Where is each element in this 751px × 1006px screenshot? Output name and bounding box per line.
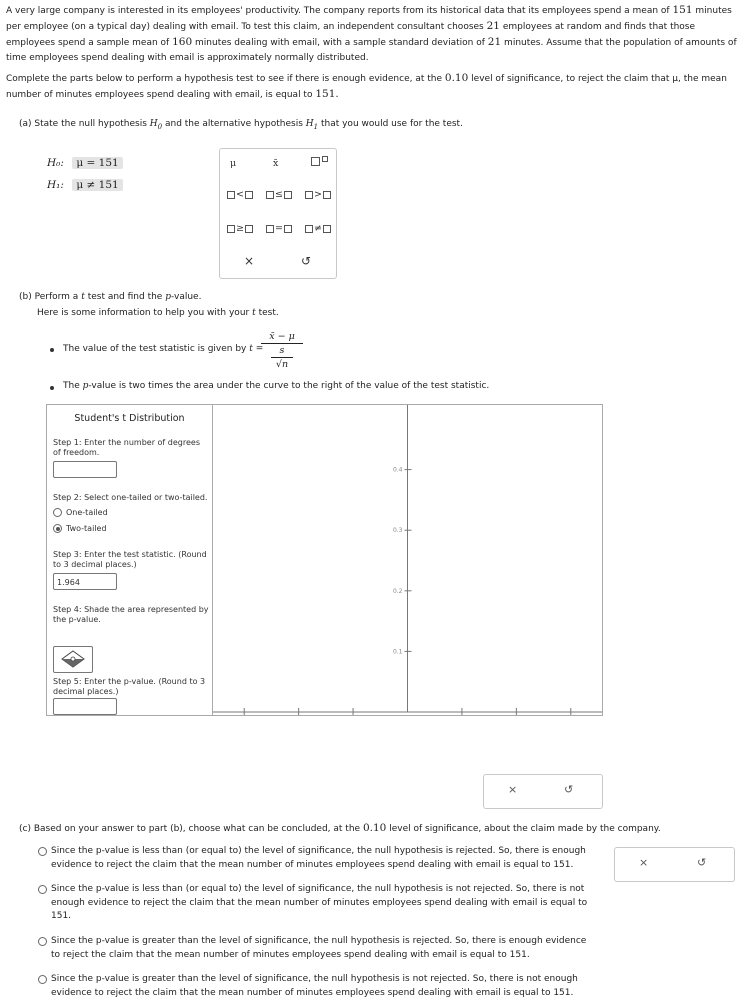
bullet-dot: [50, 348, 54, 352]
h0-symbol: $H_0$: [149, 119, 163, 131]
problem-line: A very large company is interested in its employees' productivity. The company reports from its historical data that its employees spend a mean of: [6, 6, 670, 16]
h0-label: H₀:: [47, 157, 64, 169]
option-text: enough evidence to reject the claim that the mean number of minutes employees spend dealing with email is equal to: [51, 897, 588, 908]
t-distribution-plot[interactable]: [213, 405, 602, 715]
radio-circle[interactable]: [38, 975, 47, 984]
option-text: Since the p-value is greater than the level of significance, the null hypothesis is rejected. So, there is enough evidence: [51, 936, 587, 946]
problem-line: time employees spend dealing with email is approximately normally distributed.: [6, 53, 369, 63]
claim-value: 151.: [315, 88, 339, 100]
greater-equal-button[interactable]: [226, 223, 254, 234]
bullet-text: The value of the test statistic is given by: [63, 344, 247, 354]
two-tailed-radio[interactable]: [53, 524, 107, 533]
radio-circle[interactable]: [38, 847, 47, 856]
step1-label: Step 1: Enter the number of degrees of freedom.: [53, 438, 200, 457]
superscript-button[interactable]: [310, 156, 329, 167]
formula-s: s: [279, 345, 285, 356]
t-formula: [259, 331, 305, 373]
le-symbol: ≤: [275, 189, 283, 200]
one-tailed-radio[interactable]: [53, 508, 108, 517]
eq-symbol: =: [275, 223, 283, 234]
alt-hypothesis-row: [47, 179, 123, 191]
part-a-text: and the alternative hypothesis: [164, 119, 303, 129]
problem-line: minutes: [695, 6, 732, 16]
undo-icon[interactable]: ↺: [697, 856, 707, 869]
part-a-text: (a) State the null hypothesis: [19, 119, 147, 129]
part-c-controls: [614, 847, 735, 882]
part-a-label: [19, 119, 463, 131]
ne-symbol: ≠: [314, 223, 322, 234]
undo-icon[interactable]: ↺: [564, 783, 574, 796]
h1-symbol: $H_1$: [305, 119, 319, 131]
tool-steps-panel: [47, 405, 213, 715]
test-statistic-input[interactable]: 1.964: [53, 573, 117, 590]
instruction-line: level of significance, to reject the claim that μ, the mean: [471, 74, 727, 84]
y-tick-label: 0.3: [392, 527, 403, 535]
info-text: test.: [258, 308, 279, 318]
step4-label: Step 4: Shade the area represented by the p-value.: [53, 605, 209, 624]
graph-controls: [483, 774, 603, 809]
option-text: 151.: [51, 911, 72, 921]
not-equal-button[interactable]: [304, 223, 332, 234]
two-tailed-label: Two-tailed: [66, 524, 107, 533]
part-c-text: level of significance, about the claim made by the company.: [389, 824, 661, 834]
option-text: to reject the claim that the mean number of minutes employees spend dealing with email is equal to 151.: [51, 949, 530, 960]
t-equals: t =: [249, 344, 264, 354]
bullet-test-statistic: [63, 344, 263, 354]
h0-input[interactable]: μ = 151: [72, 157, 122, 169]
problem-line: employees at random and finds that those: [502, 22, 696, 32]
t-symbol: t: [252, 308, 256, 318]
xbar-button[interactable]: x̄: [273, 158, 279, 169]
part-b-text: test and find the: [87, 292, 163, 302]
shade-area-button[interactable]: [53, 646, 93, 673]
option-text: Since the p-value is less than (or equal to) the level of significance, the null hypothesis is rejected. So, there is enough: [51, 846, 586, 856]
part-a-text: that you would use for the test.: [320, 119, 463, 129]
instruction-line: number of minutes employees spend dealing with email, is equal to: [6, 90, 313, 100]
option-text: Since the p-value is greater than the level of significance, the null hypothesis is not rejected. So, there is not enough: [51, 974, 578, 984]
less-than-button[interactable]: [226, 189, 254, 200]
problem-statement: [6, 3, 746, 66]
formula-numerator: x̄ − μ: [269, 331, 295, 342]
alpha-value: 0.10: [444, 72, 469, 84]
y-tick-label: 0.2: [392, 587, 403, 595]
part-b-text: -value.: [170, 292, 202, 302]
bullet-text: The: [63, 381, 80, 391]
y-tick-label: 0.1: [392, 648, 403, 656]
ge-symbol: ≥: [236, 223, 244, 234]
lt-symbol: <: [236, 189, 244, 200]
step5-label: Step 5: Enter the p-value. (Round to 3 decimal places.): [53, 677, 206, 696]
instruction-line: Complete the parts below to perform a hypothesis test to see if there is enough evidence, at the: [6, 74, 443, 84]
part-b-text: (b) Perform a: [19, 292, 79, 302]
step2-label: Step 2: Select one-tailed or two-tailed.: [53, 493, 208, 502]
option-text: evidence to reject the claim that the mean number of minutes employees spend dealing with email is equal to 151.: [51, 987, 574, 998]
h1-label: H₁:: [47, 179, 64, 191]
equal-button[interactable]: [265, 223, 293, 234]
fraction-bar: [261, 343, 303, 344]
inner-fraction-bar: [271, 357, 293, 358]
p-symbol: p: [165, 292, 171, 302]
undo-icon[interactable]: ↺: [301, 254, 312, 268]
part-b-info: [37, 308, 279, 318]
problem-line: minutes. Assume that the population of amounts of: [504, 38, 737, 48]
step3-label: Step 3: Enter the test statistic. (Round to 3 decimal places.): [53, 550, 207, 569]
radio-circle[interactable]: [38, 885, 47, 894]
symbol-palette: [219, 148, 337, 279]
clear-icon[interactable]: ×: [244, 254, 255, 268]
part-c-label: [19, 822, 661, 834]
problem-line: employees spend a sample mean of: [6, 38, 170, 48]
alpha-value: 0.10: [362, 822, 387, 834]
y-tick-label: 0.4: [392, 466, 403, 474]
bullet-p-value: [63, 381, 489, 391]
formula-sqrt-n: √n: [275, 359, 289, 370]
part-b-label: [19, 292, 201, 302]
one-tailed-label: One-tailed: [66, 508, 108, 517]
greater-than-button[interactable]: [304, 189, 332, 200]
sample-size: 21: [486, 20, 500, 32]
tool-title: Student's t Distribution: [74, 413, 185, 424]
x-tick-labels-row: [212, 715, 601, 727]
h1-input[interactable]: μ ≠ 151: [72, 179, 122, 191]
less-equal-button[interactable]: [265, 189, 293, 200]
claimed-mean: 151: [672, 4, 693, 16]
p-value-input[interactable]: [53, 698, 117, 715]
clear-icon[interactable]: ×: [639, 856, 649, 869]
t-distribution-tool: [46, 404, 603, 716]
bullet-text: -value is two times the area under the curve to the right of the value of the test statistic.: [88, 381, 490, 391]
clear-icon[interactable]: ×: [508, 783, 518, 796]
sample-mean: 160: [172, 36, 193, 48]
t-symbol: t: [81, 292, 85, 302]
option-text: evidence to reject the claim that the mean number of minutes employees spend dealing with email is equal to 151.: [51, 859, 574, 870]
p-symbol: p: [82, 381, 89, 391]
info-text: Here is some information to help you with your: [37, 308, 250, 318]
option-text: Since the p-value is less than (or equal to) the level of significance, the null hypothesis is not rejected. So, there is not: [51, 884, 585, 894]
sample-sd: 21: [487, 36, 502, 48]
mu-button[interactable]: μ: [230, 158, 237, 169]
radio-circle: [53, 508, 62, 517]
instructions: [6, 71, 746, 103]
radio-circle-selected: [53, 524, 62, 533]
degrees-of-freedom-input[interactable]: [53, 461, 117, 478]
bullet-dot: [50, 386, 54, 390]
null-hypothesis-row: [47, 157, 123, 169]
radio-circle[interactable]: [38, 937, 47, 946]
problem-line: per employee (on a typical day) dealing with email. To test this claim, an independent consultant chooses: [6, 22, 484, 32]
problem-line: minutes dealing with email, with a sample standard deviation of: [195, 38, 485, 48]
shade-diamond-icon: [54, 647, 92, 672]
gt-symbol: >: [314, 189, 322, 200]
part-c-text: (c) Based on your answer to part (b), choose what can be concluded, at the: [19, 824, 361, 834]
